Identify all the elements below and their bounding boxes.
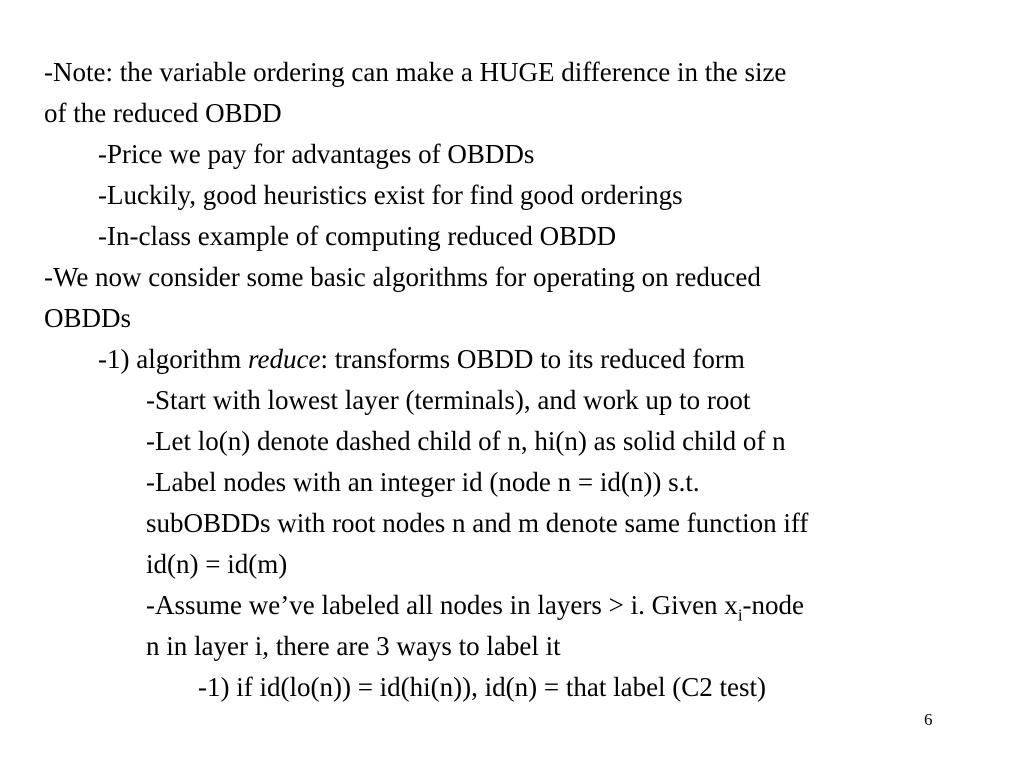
- sub-bullet-reduce: [44, 339, 994, 380]
- sub-bullet-example: [44, 216, 994, 257]
- text-line: id(n) = id(m): [146, 549, 288, 579]
- text-line: n in layer i, there are 3 ways to label it: [146, 631, 561, 661]
- text-segment: -Assume we’ve labeled all nodes in layers > i. Given x: [146, 590, 738, 620]
- text-line: -Luckily, good heuristics exist for find good orderings: [98, 180, 683, 210]
- bullet-note: [44, 52, 994, 93]
- text-line: subOBDDs with root nodes n and m denote same function iff: [146, 508, 809, 538]
- text-segment: -1) algorithm: [98, 344, 248, 374]
- step-assume-labeled-continued: [44, 626, 994, 667]
- text-line: -We now consider some basic algorithms for operating on reduced: [44, 262, 761, 292]
- text-line: OBDDs: [44, 303, 132, 333]
- step-label-nodes-continued: [44, 503, 994, 544]
- text-line: of the reduced OBDD: [44, 98, 282, 128]
- sub-bullet-price: [44, 134, 994, 175]
- text-line: -Label nodes with an integer id (node n = id(n)) s.t.: [146, 467, 700, 497]
- bullet-algorithms-continued: [44, 298, 994, 339]
- sub-bullet-heuristics: [44, 175, 994, 216]
- bullet-algorithms: [44, 257, 994, 298]
- emphasis-reduce: reduce: [247, 344, 321, 374]
- text-segment: -node: [742, 590, 805, 620]
- step-start-lowest-layer: [44, 380, 994, 421]
- step-label-nodes: [44, 462, 994, 503]
- bullet-note-continued: [44, 93, 994, 134]
- text-line: -Note: the variable ordering can make a HUGE difference in the size: [44, 57, 787, 87]
- page-number: 6: [924, 710, 933, 729]
- text-line: -1) if id(lo(n)) = id(hi(n)), id(n) = that label (C2 test): [198, 672, 767, 702]
- step-label-nodes-continued: [44, 544, 994, 585]
- text-line: -Price we pay for advantages of OBDDs: [98, 139, 535, 169]
- subscript-i: i: [737, 605, 743, 625]
- slide-body: [44, 52, 994, 708]
- text-segment: : transforms OBDD to its reduced form: [320, 344, 745, 374]
- text-line: -Let lo(n) denote dashed child of n, hi(n) as solid child of n: [146, 426, 786, 456]
- step-define-lo-hi: [44, 421, 994, 462]
- text-line: -In-class example of computing reduced OBDD: [98, 221, 617, 251]
- step-assume-labeled: [44, 585, 994, 626]
- text-line: -Start with lowest layer (terminals), and work up to root: [146, 385, 751, 415]
- case-c2-test: [44, 667, 994, 708]
